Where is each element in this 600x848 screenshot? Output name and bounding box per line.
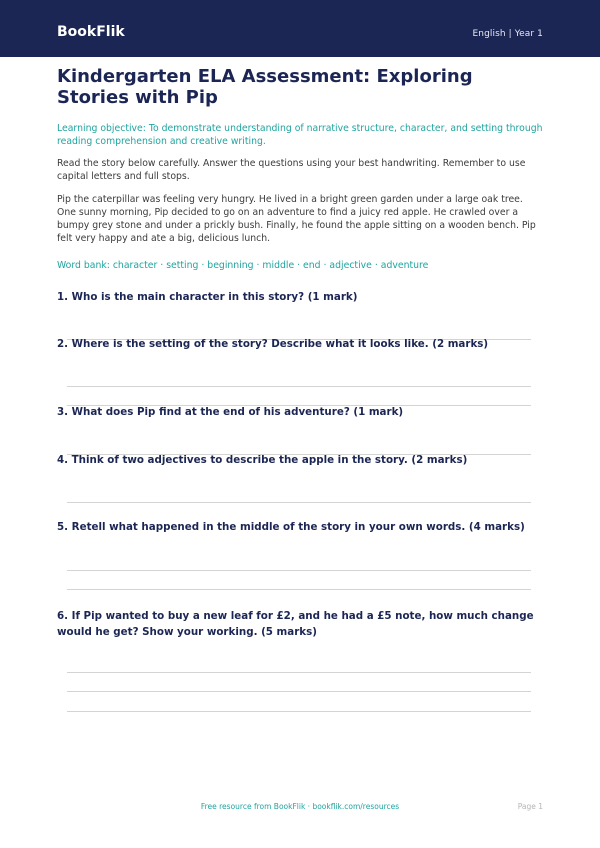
- answer-line[interactable]: [67, 589, 531, 590]
- question-4: 4. Think of two adjectives to describe the apple in the story. (2 marks): [57, 454, 468, 466]
- answer-line[interactable]: [67, 570, 531, 571]
- subject-year-label: English | Year 1: [472, 29, 543, 39]
- answer-line[interactable]: [67, 691, 531, 692]
- learning-objective: Learning objective: To demonstrate understanding of narrative structure, character, and setting through reading comprehension and creative writing.: [57, 123, 543, 147]
- story-text: Pip the caterpillar was feeling very hungry. He lived in a bright green garden under a large oak tree. One sunny morning, Pip decided to go on an adventure to find a juicy red apple. He crawled over a bumpy grey stone and under a prickly bush. Finally, he found the apple sitting on a wooden bench. Pip felt very happy and ate a big, delicious lunch.: [57, 194, 536, 244]
- word-bank: Word bank: character · setting · beginning · middle · end · adjective · adventure: [57, 260, 429, 271]
- answer-line[interactable]: [67, 386, 531, 387]
- answer-line[interactable]: [67, 711, 531, 712]
- instructions: Read the story below carefully. Answer the questions using your best handwriting. Remember to use capital letters and full stops.: [57, 158, 526, 182]
- question-2: 2. Where is the setting of the story? Describe what it looks like. (2 marks): [57, 338, 489, 350]
- question-1: 1. Who is the main character in this story? (1 mark): [57, 291, 358, 303]
- page-number: Page 1: [517, 802, 543, 811]
- header-bar: [0, 0, 600, 57]
- answer-line[interactable]: [67, 672, 531, 673]
- page-title: Kindergarten ELA Assessment: Exploring Stories with Pip: [57, 66, 473, 108]
- question-6: 6. If Pip wanted to buy a new leaf for £2, and he had a £5 note, how much change would he get? Show your working. (5 marks): [57, 610, 534, 638]
- answer-line[interactable]: [67, 502, 531, 503]
- brand-logo: BookFlik: [57, 24, 125, 40]
- question-5: 5. Retell what happened in the middle of the story in your own words. (4 marks): [57, 521, 525, 533]
- resource-link[interactable]: Free resource from BookFlik · bookflik.com/resources: [200, 802, 400, 811]
- question-3: 3. What does Pip find at the end of his adventure? (1 mark): [57, 406, 404, 418]
